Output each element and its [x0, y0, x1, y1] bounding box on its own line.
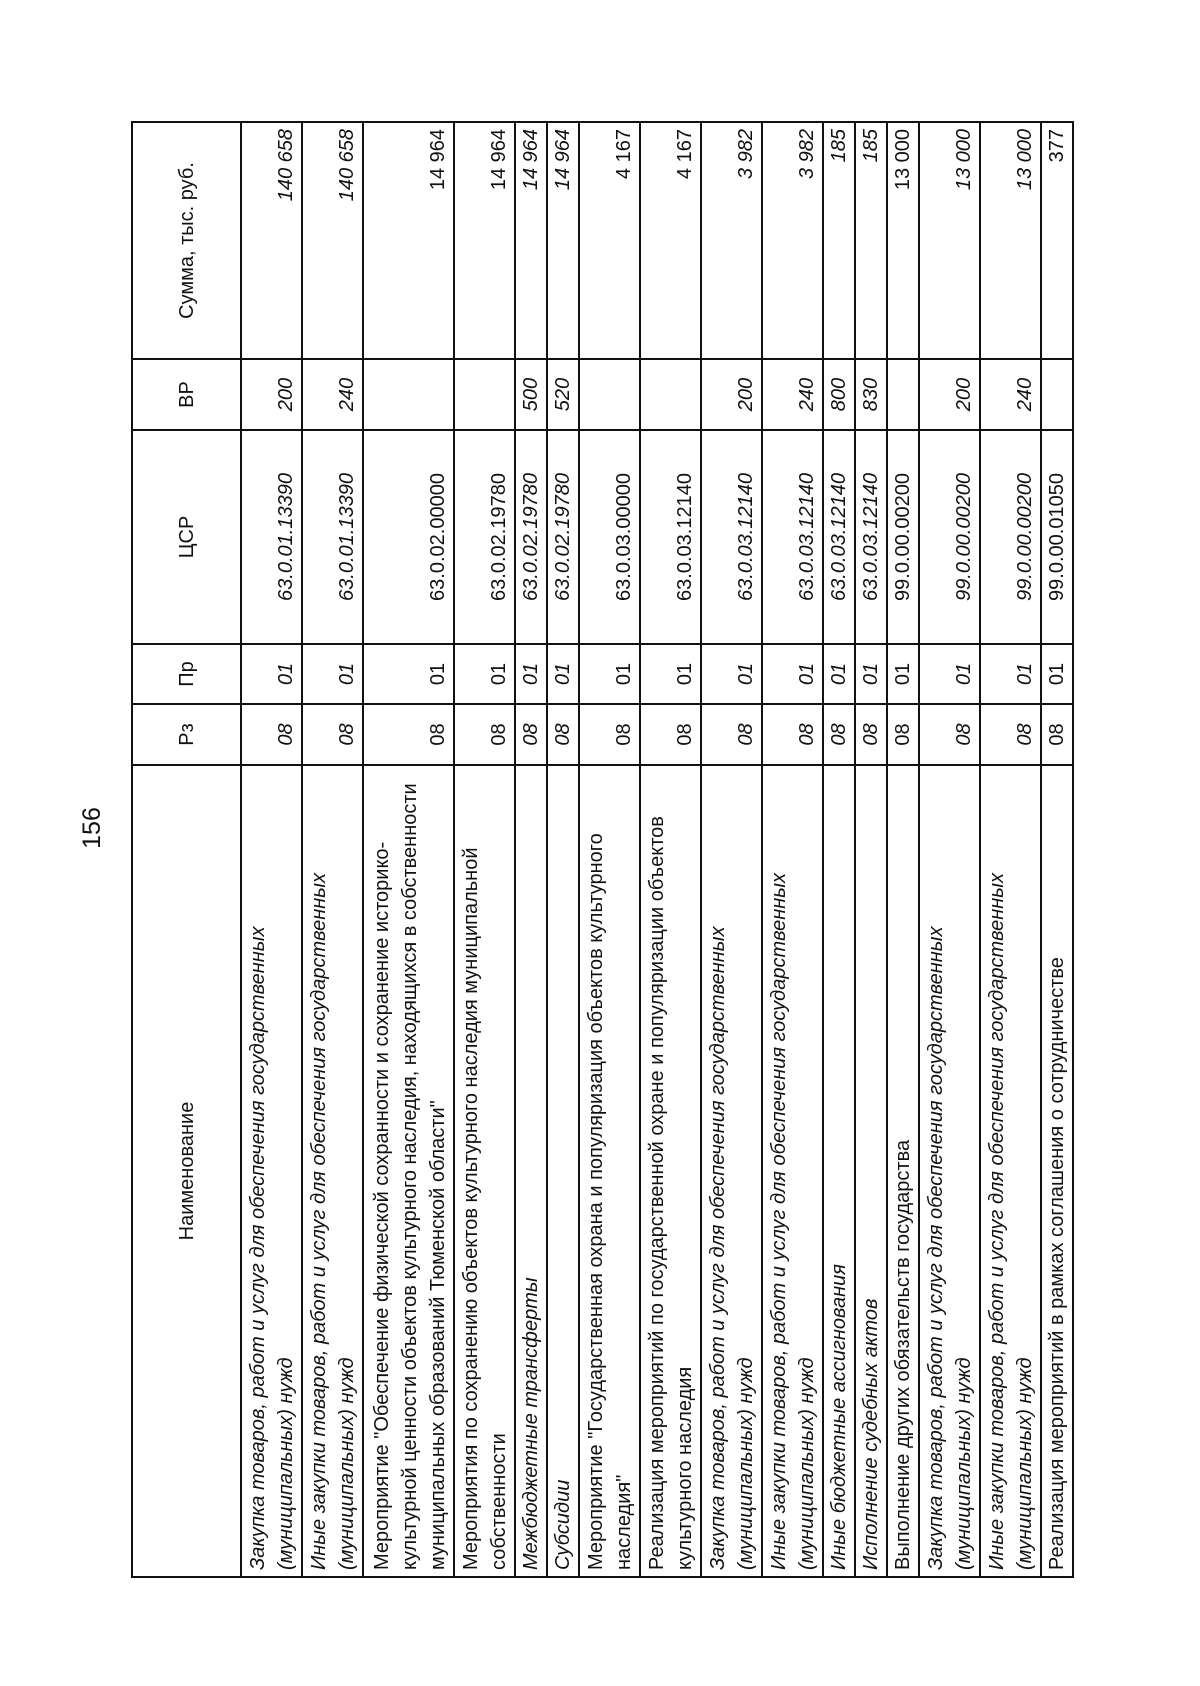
cell-name: Мероприятие "Обеспечение физической сохранности и сохранение историко-культурной ценности объектов культурного наследия, находящихся в собственности муниципальных образований Тюменской области": [363, 765, 454, 1577]
table-row: [363, 122, 454, 1577]
cell-rz: 08: [302, 704, 363, 765]
cell-rz: 08: [919, 704, 980, 765]
cell-name: Исполнение судебных актов: [855, 765, 887, 1577]
cell-name: Выполнение других обязательств государства: [887, 765, 919, 1577]
cell-rz: 08: [241, 704, 302, 765]
cell-sum: 14 964: [454, 122, 515, 359]
table-row: [701, 122, 762, 1577]
table-row: [302, 122, 363, 1577]
cell-sum: 185: [823, 122, 855, 359]
cell-csr: 99.0.00.00200: [919, 430, 980, 644]
cell-rz: 08: [855, 704, 887, 765]
table-row: [762, 122, 823, 1577]
cell-pr: 01: [363, 644, 454, 704]
table-row: [454, 122, 515, 1577]
cell-pr: 01: [547, 644, 579, 704]
cell-vr: 830: [855, 359, 887, 430]
page-number: 156: [78, 807, 106, 849]
cell-vr: [579, 359, 640, 430]
header-sum: Сумма, тыс. руб.: [132, 122, 241, 359]
cell-name: Мероприятия по сохранению объектов культурного наследия муниципальной собственности: [454, 765, 515, 1577]
budget-table: [131, 121, 1074, 1578]
cell-pr: 01: [855, 644, 887, 704]
cell-name: Иные закупки товаров, работ и услуг для обеспечения государственных (муниципальных) нужд: [980, 765, 1041, 1577]
cell-name: Межбюджетные трансферты: [515, 765, 547, 1577]
cell-vr: 200: [241, 359, 302, 430]
cell-sum: 13 000: [919, 122, 980, 359]
table-header-row: [132, 122, 241, 1577]
cell-csr: 63.0.02.19780: [515, 430, 547, 644]
cell-csr: 63.0.02.00000: [363, 430, 454, 644]
cell-sum: 140 658: [302, 122, 363, 359]
cell-name: Иные закупки товаров, работ и услуг для обеспечения государственных (муниципальных) нужд: [762, 765, 823, 1577]
cell-rz: 08: [980, 704, 1041, 765]
cell-sum: 4 167: [579, 122, 640, 359]
header-csr: ЦСР: [132, 430, 241, 644]
header-vr: ВР: [132, 359, 241, 430]
cell-sum: 185: [855, 122, 887, 359]
cell-csr: 63.0.03.12140: [762, 430, 823, 644]
table-row: [547, 122, 579, 1577]
table-row: [855, 122, 887, 1577]
cell-pr: 01: [980, 644, 1041, 704]
rotated-table-wrapper: [131, 123, 1068, 1578]
table-row: [1041, 122, 1073, 1577]
cell-sum: 14 964: [547, 122, 579, 359]
cell-pr: 01: [887, 644, 919, 704]
cell-rz: 08: [887, 704, 919, 765]
cell-sum: 3 982: [762, 122, 823, 359]
cell-vr: 240: [762, 359, 823, 430]
cell-pr: 01: [241, 644, 302, 704]
cell-name: Закупка товаров, работ и услуг для обеспечения государственных (муниципальных) нужд: [701, 765, 762, 1577]
cell-vr: 240: [302, 359, 363, 430]
cell-pr: 01: [1041, 644, 1073, 704]
cell-sum: 4 167: [640, 122, 701, 359]
cell-name: Мероприятие "Государственная охрана и популяризация объектов культурного наследия": [579, 765, 640, 1577]
cell-pr: 01: [762, 644, 823, 704]
cell-vr: 800: [823, 359, 855, 430]
cell-rz: 08: [515, 704, 547, 765]
cell-rz: 08: [1041, 704, 1073, 765]
cell-name: Реализация мероприятий в рамках соглашения о сотрудничестве: [1041, 765, 1073, 1577]
cell-csr: 63.0.03.00000: [579, 430, 640, 644]
cell-rz: 08: [363, 704, 454, 765]
table-row: [887, 122, 919, 1577]
cell-pr: 01: [454, 644, 515, 704]
cell-rz: 08: [547, 704, 579, 765]
table-row: [640, 122, 701, 1577]
header-name: Наименование: [132, 765, 241, 1577]
cell-csr: 99.0.00.00200: [887, 430, 919, 644]
cell-vr: 240: [980, 359, 1041, 430]
cell-pr: 01: [640, 644, 701, 704]
cell-sum: 13 000: [887, 122, 919, 359]
cell-csr: 63.0.02.19780: [547, 430, 579, 644]
table-row: [515, 122, 547, 1577]
cell-vr: [1041, 359, 1073, 430]
header-rz: Рз: [132, 704, 241, 765]
cell-sum: 3 982: [701, 122, 762, 359]
table-row: [241, 122, 302, 1577]
cell-name: Реализация мероприятий по государственной охране и популяризации объектов культурного наследия: [640, 765, 701, 1577]
cell-name: Субсидии: [547, 765, 579, 1577]
header-pr: Пр: [132, 644, 241, 704]
cell-pr: 01: [579, 644, 640, 704]
cell-sum: 14 964: [515, 122, 547, 359]
cell-sum: 14 964: [363, 122, 454, 359]
cell-csr: 63.0.03.12140: [640, 430, 701, 644]
cell-rz: 08: [454, 704, 515, 765]
cell-rz: 08: [701, 704, 762, 765]
cell-csr: 63.0.03.12140: [855, 430, 887, 644]
cell-pr: 01: [919, 644, 980, 704]
cell-vr: 520: [547, 359, 579, 430]
cell-pr: 01: [701, 644, 762, 704]
cell-pr: 01: [302, 644, 363, 704]
cell-sum: 140 658: [241, 122, 302, 359]
cell-csr: 99.0.00.01050: [1041, 430, 1073, 644]
cell-csr: 63.0.02.19780: [454, 430, 515, 644]
cell-name: Закупка товаров, работ и услуг для обеспечения государственных (муниципальных) нужд: [241, 765, 302, 1577]
table-row: [579, 122, 640, 1577]
cell-name: Иные бюджетные ассигнования: [823, 765, 855, 1577]
cell-vr: [454, 359, 515, 430]
cell-sum: 13 000: [980, 122, 1041, 359]
cell-csr: 99.0.00.00200: [980, 430, 1041, 644]
cell-name: Иные закупки товаров, работ и услуг для обеспечения государственных (муниципальных) нужд: [302, 765, 363, 1577]
cell-sum: 377: [1041, 122, 1073, 359]
cell-csr: 63.0.03.12140: [701, 430, 762, 644]
cell-vr: [640, 359, 701, 430]
cell-csr: 63.0.01.13390: [302, 430, 363, 644]
table-row: [919, 122, 980, 1577]
cell-rz: 08: [579, 704, 640, 765]
cell-vr: 200: [701, 359, 762, 430]
cell-csr: 63.0.01.13390: [241, 430, 302, 644]
cell-vr: [363, 359, 454, 430]
table-row: [980, 122, 1041, 1577]
cell-vr: 500: [515, 359, 547, 430]
cell-pr: 01: [823, 644, 855, 704]
cell-rz: 08: [762, 704, 823, 765]
cell-vr: [887, 359, 919, 430]
table-row: [823, 122, 855, 1577]
cell-pr: 01: [515, 644, 547, 704]
cell-name: Закупка товаров, работ и услуг для обеспечения государственных (муниципальных) нужд: [919, 765, 980, 1577]
cell-rz: 08: [640, 704, 701, 765]
cell-vr: 200: [919, 359, 980, 430]
cell-csr: 63.0.03.12140: [823, 430, 855, 644]
cell-rz: 08: [823, 704, 855, 765]
